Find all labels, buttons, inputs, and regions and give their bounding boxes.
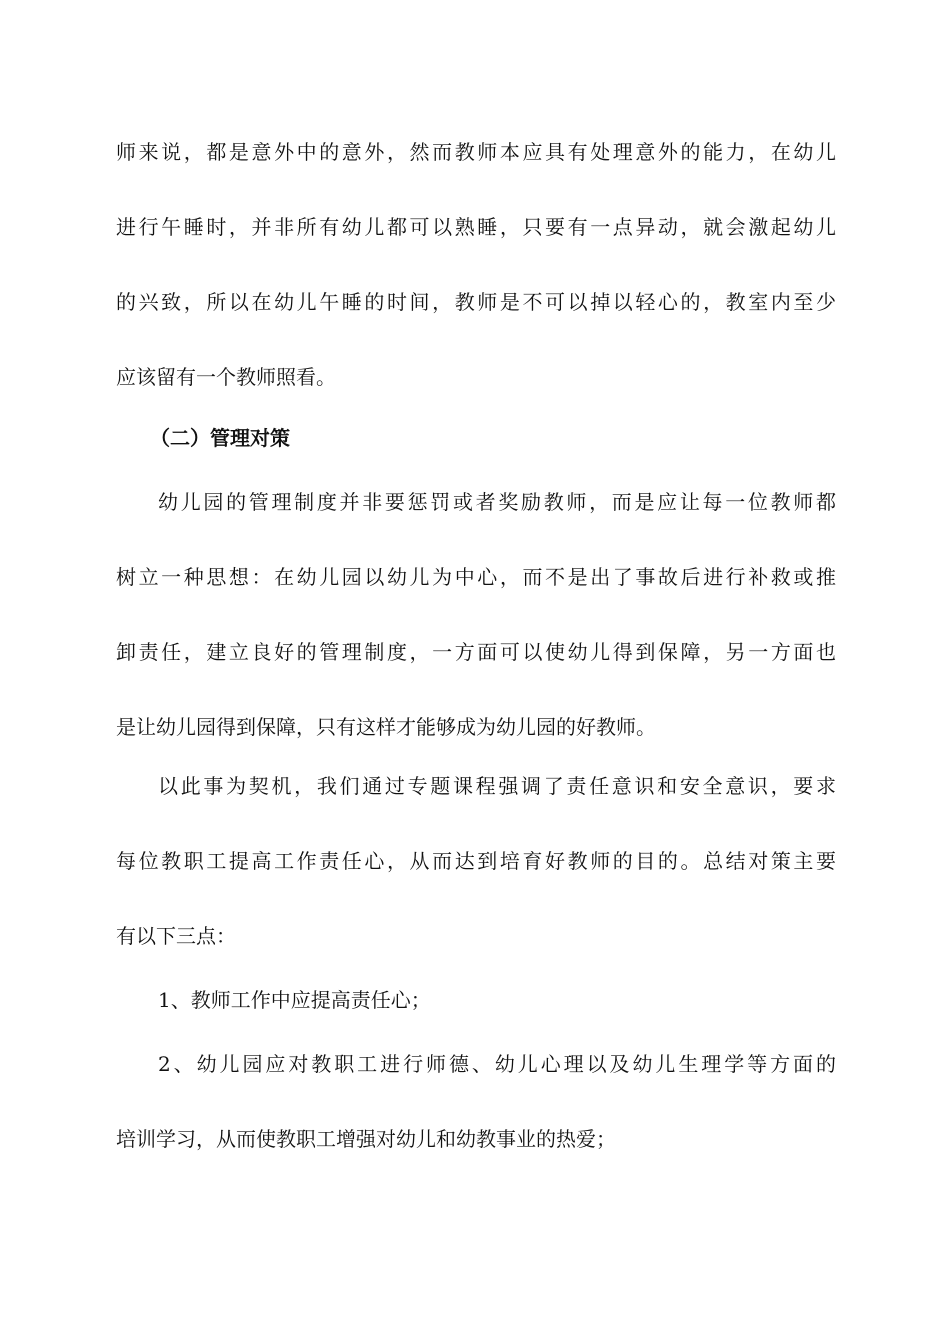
- paragraph-line: 应该留有一个教师照看。: [116, 365, 336, 389]
- paragraph-line: 是让幼儿园得到保障，只有这样才能够成为幼儿园的好教师。: [116, 715, 656, 739]
- paragraph-line: 树立一种思想：在幼儿园以幼儿为中心，而不是出了事故后进行补救或推: [116, 565, 836, 589]
- list-item-continuation: 培训学习，从而使教职工增强对幼儿和幼教事业的热爱；: [116, 1127, 616, 1151]
- paragraph-line: 每位教职工提高工作责任心，从而达到培育好教师的目的。总结对策主要: [116, 849, 836, 873]
- paragraph-line: 幼儿园的管理制度并非要惩罚或者奖励教师，而是应让每一位教师都: [158, 490, 836, 514]
- paragraph-line: 卸责任，建立良好的管理制度，一方面可以使幼儿得到保障，另一方面也: [116, 640, 836, 664]
- paragraph-line: 的兴致，所以在幼儿午睡的时间，教师是不可以掉以轻心的，教室内至少: [116, 290, 836, 314]
- paragraph-line: 以此事为契机，我们通过专题课程强调了责任意识和安全意识，要求: [158, 774, 836, 798]
- paragraph-line: 有以下三点：: [116, 924, 236, 948]
- list-item: 2、幼儿园应对教职工进行师德、幼儿心理以及幼儿生理学等方面的: [158, 1052, 836, 1076]
- paragraph-line: 进行午睡时，并非所有幼儿都可以熟睡，只要有一点异动，就会激起幼儿: [116, 215, 836, 239]
- list-item: 1、教师工作中应提高责任心；: [158, 988, 431, 1012]
- section-heading: （二）管理对策: [150, 426, 290, 450]
- paragraph-line: 师来说，都是意外中的意外，然而教师本应具有处理意外的能力，在幼儿: [116, 140, 836, 164]
